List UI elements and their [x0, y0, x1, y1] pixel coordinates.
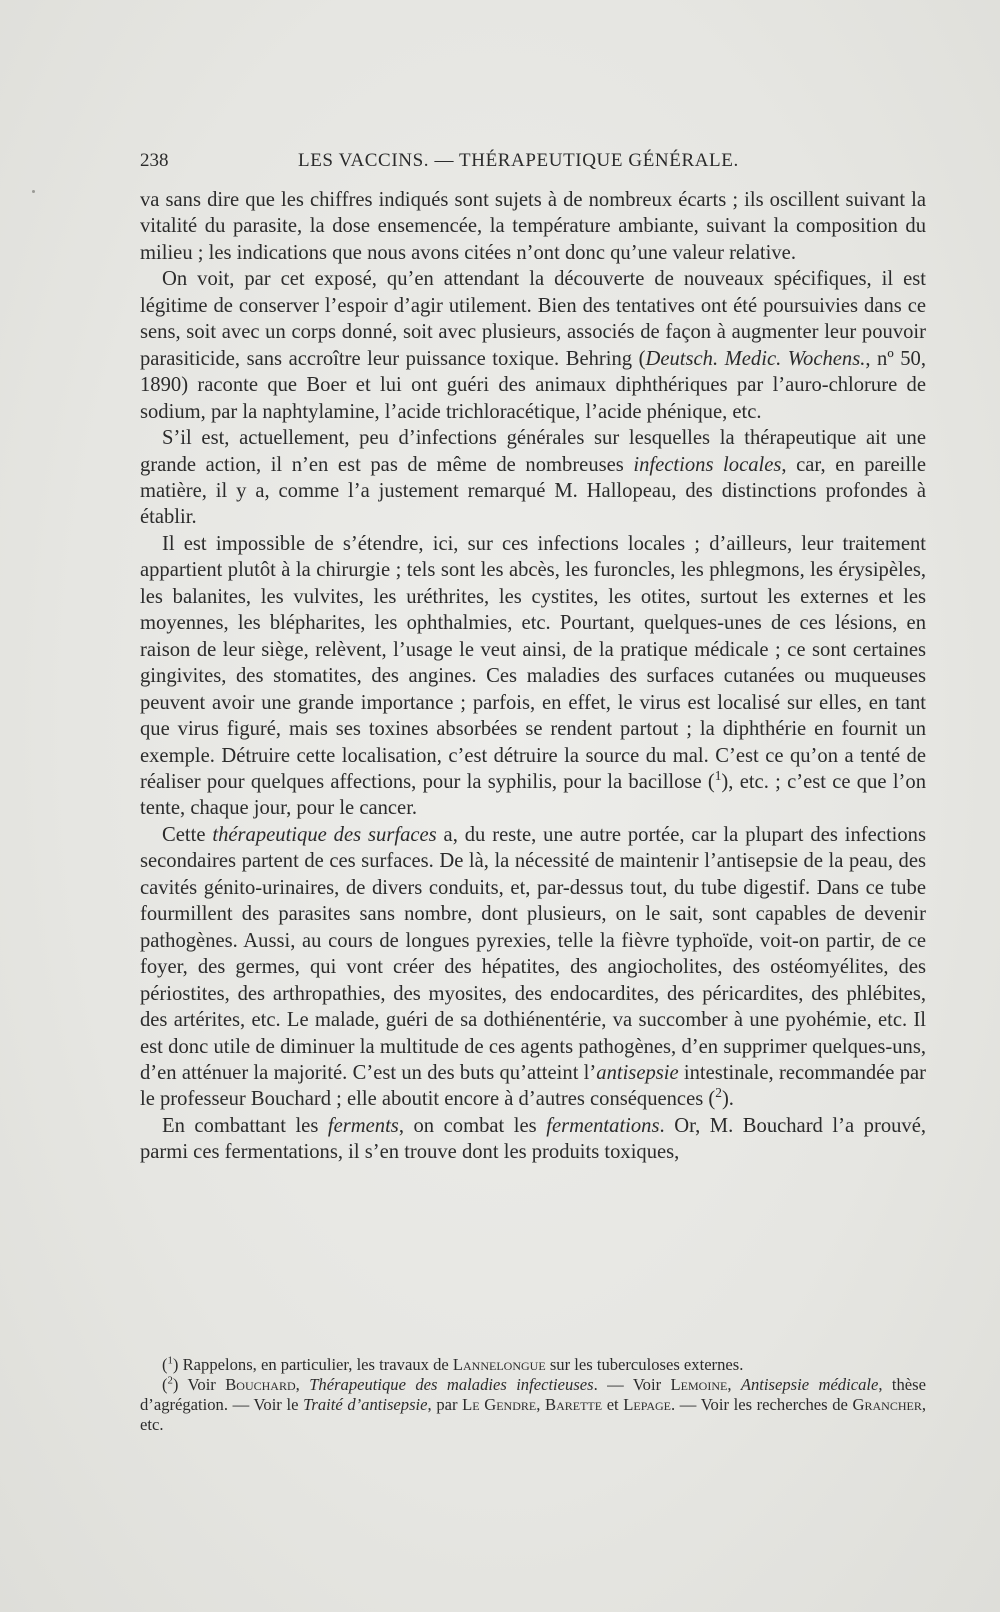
- book-title: Antisepsie médicale: [740, 1375, 879, 1394]
- footnote-ref-1: 1: [714, 768, 722, 784]
- footnote-mark: 2: [167, 1374, 173, 1387]
- author-name: Barette: [545, 1395, 603, 1414]
- author-name: Le Gendre: [462, 1395, 537, 1414]
- footnote-2: ($^2$) Voir Bouchard, Thérapeutique des maladies infectieuses. — Voir Lemoine, Antisepsie médicale, thèse d’agrégation. — Voir le Traité d’antisepsie, par Le Gendre, Barette et Lepage. — Voir les recherches de Grancher, etc.: [140, 1374, 926, 1434]
- paragraph-6: En combattant les ferments, on combat les fermentations. Or, M. Bouchard l’a prouvé, parmi ces fermentations, il s’en trouve dont les produits toxiques,: [140, 1114, 926, 1164]
- paragraph-3: S’il est, actuellement, peu d’infections générales sur lesquelles la thérapeutique ait une grande action, il n’en est pas de même de nombreuses infections locales, car, en pareille matière, il y a, comme l’a justement remarqué M. Hallopeau, des distinctions profondes à établir.: [140, 427, 926, 529]
- paragraph-4: Il est impossible de s’étendre, ici, sur ces infections locales ; d’ailleurs, leur traitement appartient plutôt à la chirurgie ; tels sont les abcès, les furoncles, les phlegmons, les érysipèles, les balanites, les vulvites, les uréthrites, les cystites, les otites, surtout les externes et les moyennes, les blépharites, les ophthalmies, etc. Pourtant, quelques-unes de ces lésions, en raison de leur siège, relèvent, l’usage le veut ainsi, de la pratique médicale ; ce sont certaines gingivites, des stomatites, des angines. Ces maladies des surfaces cutanées ou muqueuses peuvent avoir une grande importance ; parfois, en effet, le virus est localisé sur elles, en tant que virus figuré, mais ses toxines absorbées se rendent partout ; la diphthérie en fournit un exemple. Détruire cette localisation, c’est détruire la source du mal. C’est ce qu’on a tenté de réaliser pour quelques affections, pour la syphilis, pour la bacillose ($^1$), etc. ; c’est ce que l’on tente, chaque jour, pour le cancer.: [140, 532, 926, 820]
- paragraph-1: va sans dire que les chiffres indiqués sont sujets à de nombreux écarts ; ils oscillent suivant la vitalité du parasite, la dose ensemencée, la température ambiante, suivant la composition du milieu ; les indications que nous avons citées n’ont donc qu’une valeur relative.: [140, 189, 926, 264]
- body-text: [140, 187, 926, 1166]
- author-name: Grancher: [852, 1395, 922, 1414]
- emphasis-term: fermentations: [546, 1114, 660, 1137]
- paragraph-2: On voit, par cet exposé, qu’en attendant la découverte de nouveaux spécifiques, il est légitime de conserver l’espoir d’agir utilement. Bien des tentatives ont été poursuivies dans ce sens, soit avec un corps donné, soit avec plusieurs, associés de façon à augmenter leur pouvoir parasiticide, sans accroître leur puissance toxique. Behring (Deutsch. Medic. Wochens., nº 50, 1890) raconte que Boer et lui ont guéri des animaux diphthériques par l’auro-chlorure de sodium, par la naphtylamine, l’acide trichloracétique, l’acide phénique, etc.: [140, 268, 926, 423]
- page-number: 238: [140, 150, 169, 171]
- book-title: Thérapeutique des maladies infectieuses: [309, 1375, 594, 1394]
- citation-journal: Deutsch. Medic. Wochens.: [645, 347, 866, 370]
- author-name: Lemoine: [670, 1375, 728, 1394]
- book-title: Traité d’antisepsie: [303, 1395, 428, 1414]
- emphasis-term: antisepsie: [596, 1061, 679, 1084]
- running-title: LES VACCINS. — THÉRAPEUTIQUE GÉNÉRALE.: [298, 150, 739, 171]
- paragraph-5: Cette thérapeutique des surfaces a, du reste, une autre portée, car la plupart des infections secondaires partent de ces surfaces. De là, la nécessité de maintenir l’antisepsie de la peau, des cavités génito-urinaires, de divers conduits, et, par-dessus tout, du tube digestif. Dans ce tube fourmillent des parasites sans nombre, dont plusieurs, on le sait, sont capables de devenir pathogènes. Aussi, au cours de longues pyrexies, telle la fièvre typhoïde, voit-on partir, de ce foyer, des germes, qui vont créer des hépatites, des angiocholites, des ostéomyélites, des périostites, des arthropathies, des myosites, des endocardites, des péricardites, des phlébites, des artérites, etc. Le malade, guéri de sa dothiénentérie, va succomber à une pyohémie, etc. Il est donc utile de diminuer la multitude de ces agents pathogènes, d’en supprimer quelques-uns, d’en atténuer la majorité. C’est un des buts qu’atteint l’antisepsie intestinale, recommandée par le professeur Bouchard ; elle aboutit encore à d’autres conséquences ($^2$).: [140, 823, 927, 1111]
- footnote-1: ($^1$) Rappelons, en particulier, les travaux de Lannelongue sur les tuberculoses externes.: [162, 1354, 744, 1374]
- emphasis-term: infections locales: [633, 453, 782, 476]
- author-name: Lannelongue: [452, 1355, 546, 1374]
- author-name: Lepage: [623, 1395, 671, 1414]
- footnote-mark: 1: [167, 1354, 173, 1367]
- author-name: Bouchard: [225, 1375, 296, 1394]
- emphasis-term: thérapeutique des surfaces: [212, 823, 437, 846]
- paper-speck: [32, 190, 35, 193]
- footnotes: [140, 1355, 926, 1435]
- footnote-ref-2: 2: [715, 1085, 722, 1101]
- page-header: [140, 150, 926, 178]
- emphasis-term: ferments: [327, 1114, 399, 1137]
